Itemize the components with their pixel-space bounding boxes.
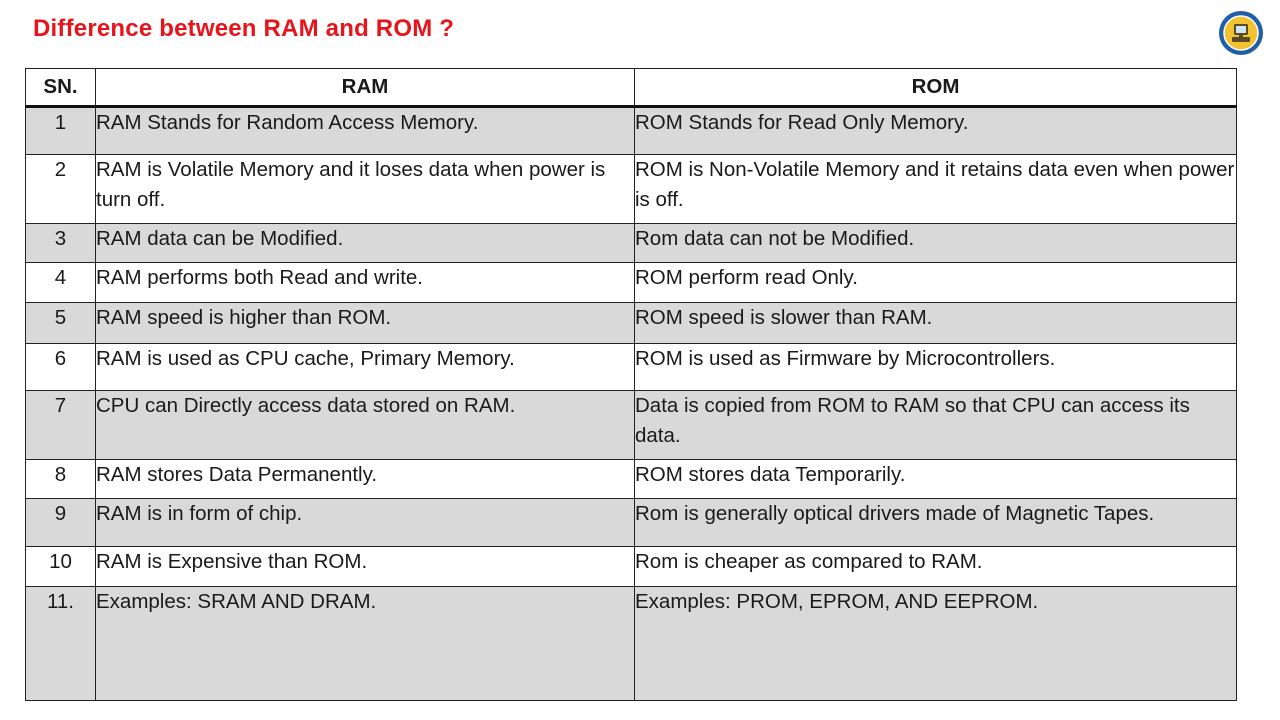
row-ram: CPU can Directly access data stored on RAM. bbox=[96, 391, 635, 460]
table-row bbox=[26, 155, 1237, 224]
comparison-table bbox=[25, 68, 1237, 701]
table-row bbox=[26, 460, 1237, 499]
row-rom: Rom is cheaper as compared to RAM. bbox=[635, 547, 1237, 587]
row-ram: RAM is Expensive than ROM. bbox=[96, 547, 635, 587]
row-ram: Examples: SRAM AND DRAM. bbox=[96, 587, 635, 701]
table-row bbox=[26, 499, 1237, 547]
table-row bbox=[26, 391, 1237, 460]
row-ram: RAM is in form of chip. bbox=[96, 499, 635, 547]
table-row bbox=[26, 303, 1237, 344]
row-rom: ROM speed is slower than RAM. bbox=[635, 303, 1237, 344]
row-rom: ROM stores data Temporarily. bbox=[635, 460, 1237, 499]
header-rom: ROM bbox=[635, 69, 1237, 107]
row-sn: 6 bbox=[26, 344, 96, 391]
page-title: Difference between RAM and ROM ? bbox=[33, 15, 455, 42]
channel-logo-icon bbox=[1218, 10, 1264, 56]
row-rom: Data is copied from ROM to RAM so that CPU can access its data. bbox=[635, 391, 1237, 460]
row-ram: RAM stores Data Permanently. bbox=[96, 460, 635, 499]
row-ram: RAM Stands for Random Access Memory. bbox=[96, 107, 635, 155]
row-ram: RAM is Volatile Memory and it loses data when power is turn off. bbox=[96, 155, 635, 224]
row-ram: RAM speed is higher than ROM. bbox=[96, 303, 635, 344]
row-rom: Rom is generally optical drivers made of Magnetic Tapes. bbox=[635, 499, 1237, 547]
table-row bbox=[26, 263, 1237, 303]
table-row bbox=[26, 587, 1237, 701]
table-row bbox=[26, 107, 1237, 155]
row-rom: Examples: PROM, EPROM, AND EEPROM. bbox=[635, 587, 1237, 701]
row-sn: 1 bbox=[26, 107, 96, 155]
row-rom: ROM perform read Only. bbox=[635, 263, 1237, 303]
row-sn: 10 bbox=[26, 547, 96, 587]
row-sn: 8 bbox=[26, 460, 96, 499]
header-ram: RAM bbox=[96, 69, 635, 107]
row-sn: 5 bbox=[26, 303, 96, 344]
row-ram: RAM performs both Read and write. bbox=[96, 263, 635, 303]
row-sn: 3 bbox=[26, 224, 96, 263]
row-ram: RAM is used as CPU cache, Primary Memory. bbox=[96, 344, 635, 391]
table-row bbox=[26, 547, 1237, 587]
row-ram: RAM data can be Modified. bbox=[96, 224, 635, 263]
row-sn: 9 bbox=[26, 499, 96, 547]
row-rom: ROM is Non-Volatile Memory and it retains data even when power is off. bbox=[635, 155, 1237, 224]
row-rom: ROM is used as Firmware by Microcontrollers. bbox=[635, 344, 1237, 391]
row-sn: 11. bbox=[26, 587, 96, 701]
row-sn: 7 bbox=[26, 391, 96, 460]
row-sn: 4 bbox=[26, 263, 96, 303]
header-sn: SN. bbox=[26, 69, 96, 107]
row-rom: Rom data can not be Modified. bbox=[635, 224, 1237, 263]
row-sn: 2 bbox=[26, 155, 96, 224]
table-header-row bbox=[26, 69, 1237, 107]
table-row bbox=[26, 224, 1237, 263]
row-rom: ROM Stands for Read Only Memory. bbox=[635, 107, 1237, 155]
table-row bbox=[26, 344, 1237, 391]
